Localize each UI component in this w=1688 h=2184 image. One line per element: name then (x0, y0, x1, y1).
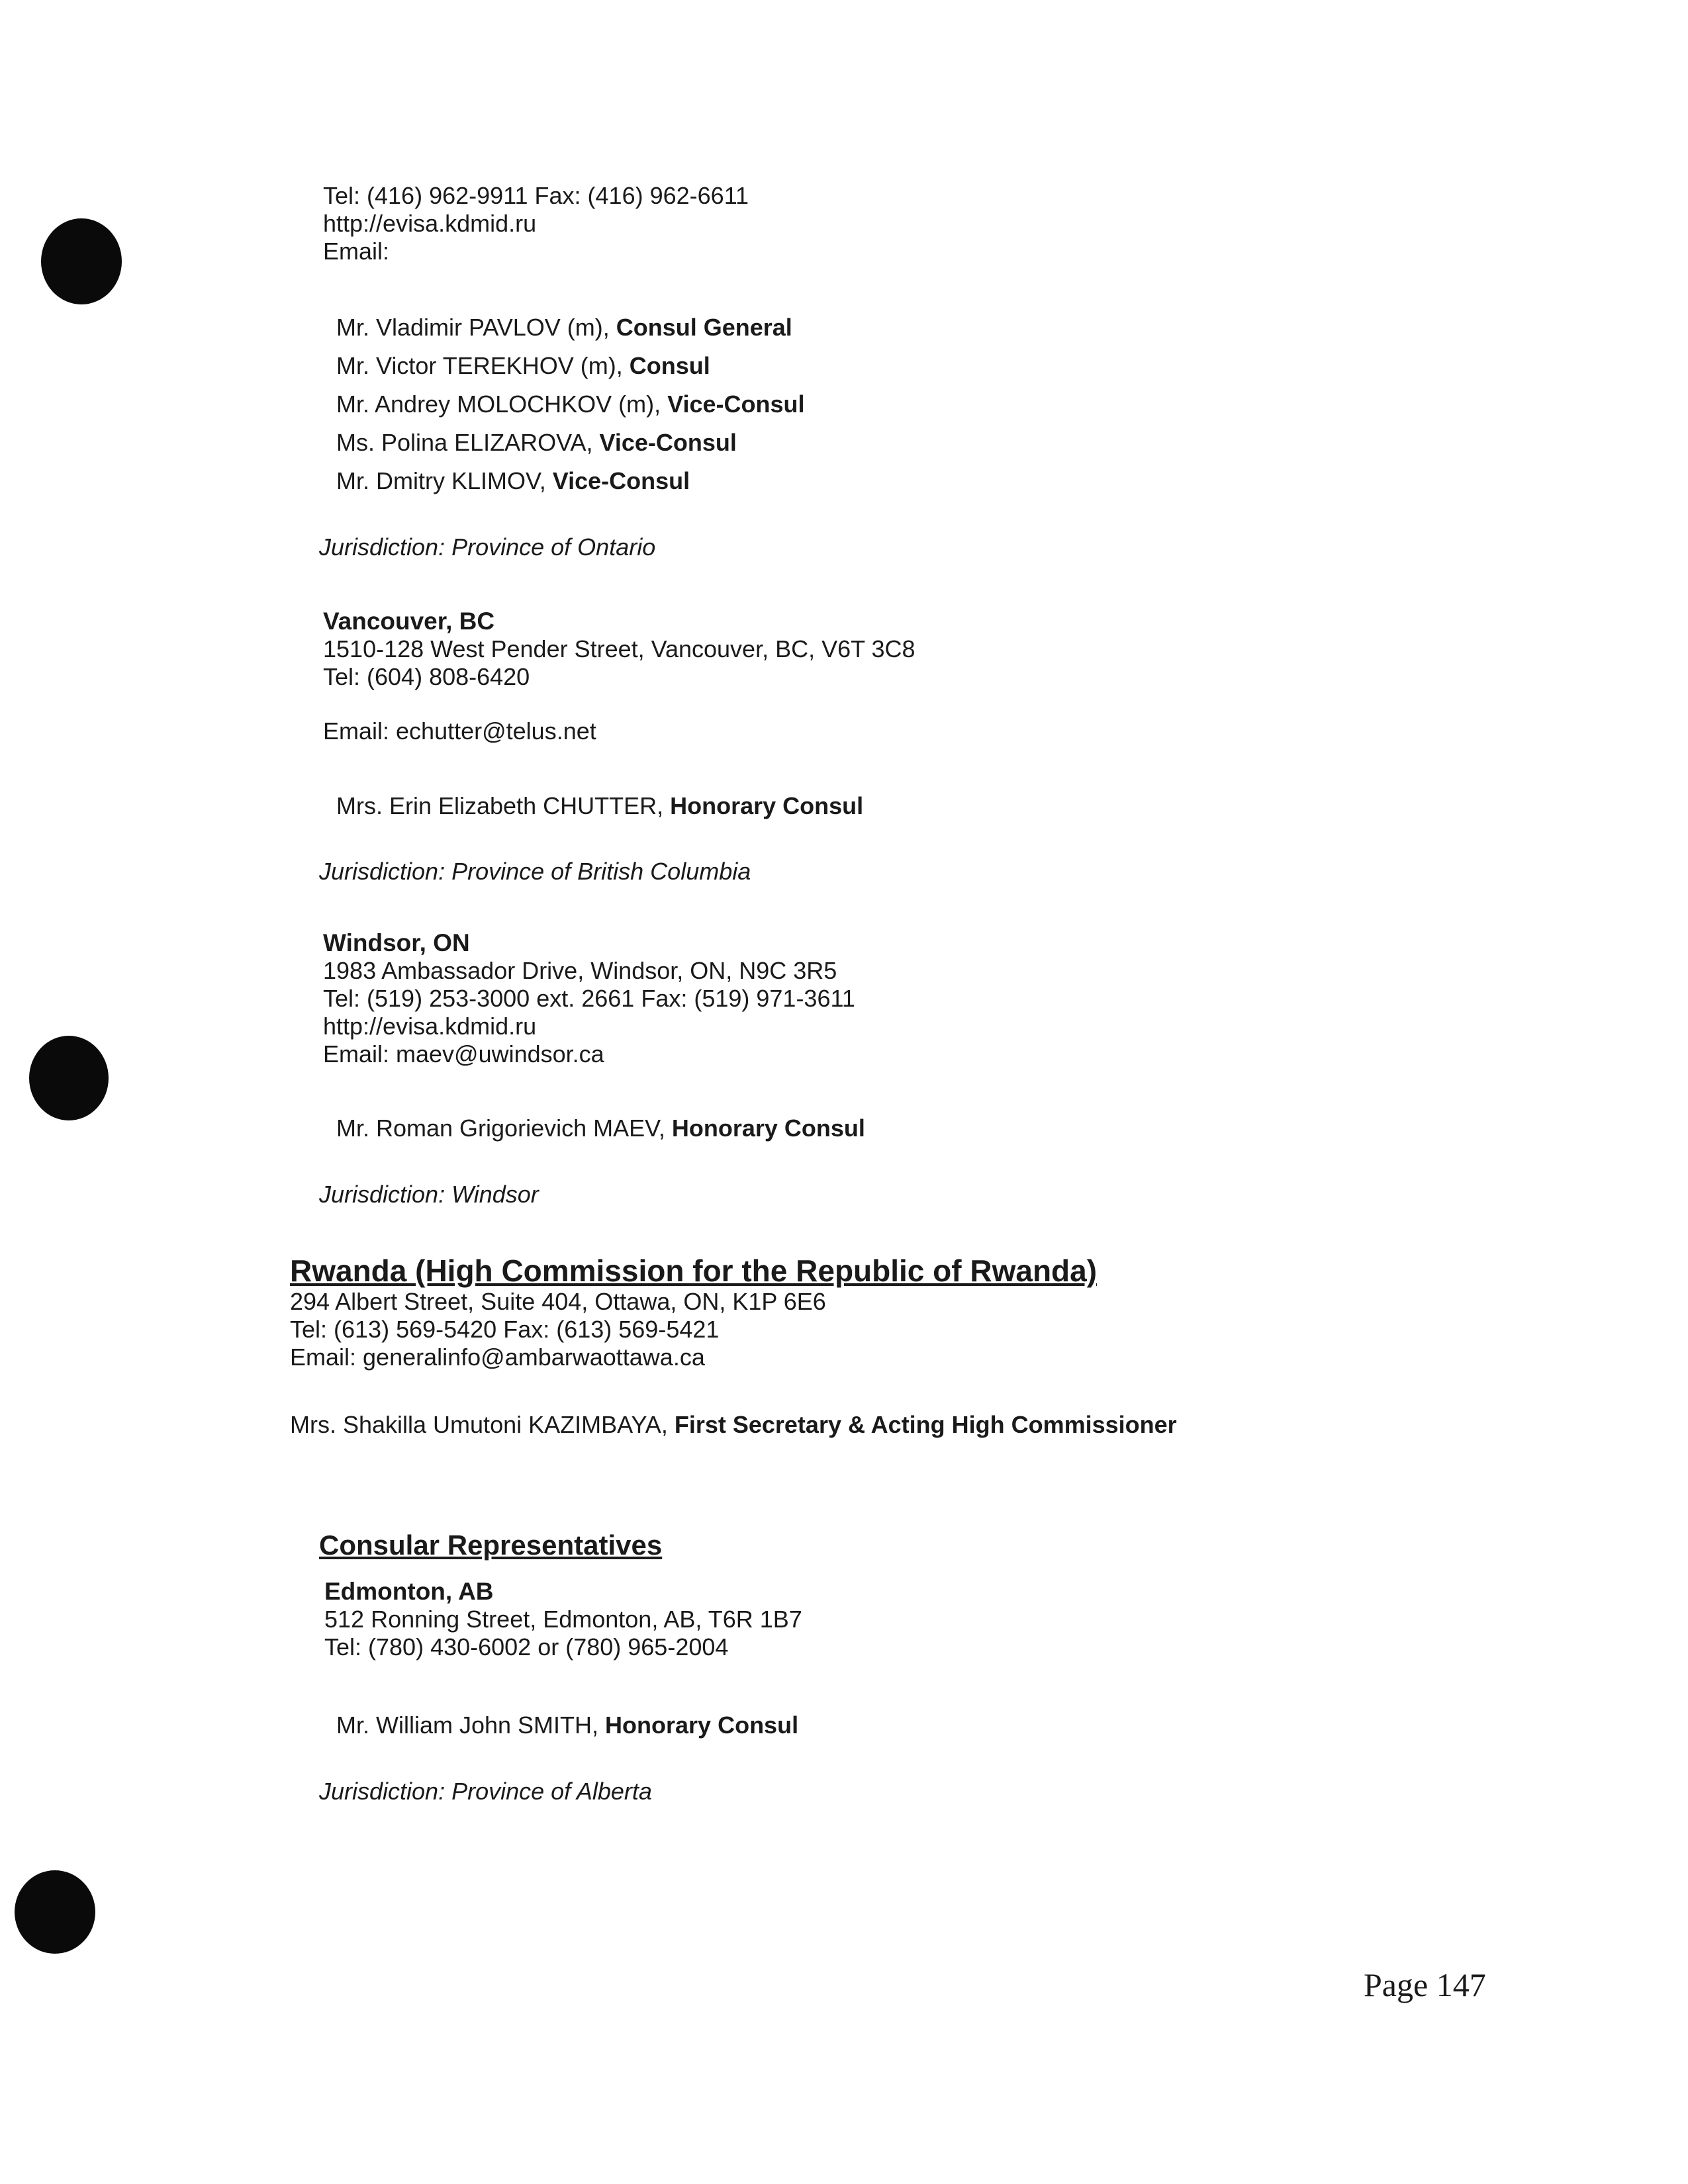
official-row (336, 462, 804, 500)
official-row (290, 1406, 1177, 1444)
official-row (336, 308, 804, 347)
address: 294 Albert Street, Suite 404, Ottawa, ON, K1P 6E6 (290, 1288, 826, 1315)
jurisdiction-bc: Jurisdiction: Province of British Columbia (319, 858, 751, 885)
official-name: Mr. Dmitry KLIMOV, (336, 467, 553, 494)
official-name: Mr. Victor TEREKHOV (m), (336, 352, 630, 379)
website: http://evisa.kdmid.ru (323, 1013, 537, 1040)
official-title: Consul (629, 352, 710, 379)
official-name: Mr. Vladimir PAVLOV (m), (336, 314, 616, 341)
official-name: Mrs. Shakilla Umutoni KAZIMBAYA, (290, 1411, 675, 1438)
city-heading: Windsor, ON (323, 929, 470, 956)
official-title: Honorary Consul (671, 1115, 865, 1142)
phone-fax: Tel: (613) 569-5420 Fax: (613) 569-5421 (290, 1316, 720, 1343)
official-title: Vice-Consul (552, 467, 690, 494)
official-row (336, 347, 804, 385)
official-title: First Secretary & Acting High Commissioner (674, 1411, 1177, 1438)
city-heading: Edmonton, AB (324, 1578, 494, 1605)
official-name: Mr. William John SMITH, (336, 1711, 606, 1739)
email: Email: generalinfo@ambarwaottawa.ca (290, 1343, 705, 1371)
rwanda-high-commission (290, 1253, 1097, 1371)
official-title: Honorary Consul (605, 1711, 799, 1739)
jurisdiction-alberta: Jurisdiction: Province of Alberta (319, 1778, 652, 1805)
punch-hole-bottom (15, 1870, 95, 1954)
city-heading: Vancouver, BC (323, 608, 495, 635)
consulate-toronto-officials (336, 308, 804, 500)
consulate-windsor (323, 929, 855, 1068)
phone-fax: Tel: (416) 962-9911 Fax: (416) 962-6611 (323, 182, 749, 209)
official-row (336, 787, 863, 825)
website: http://evisa.kdmid.ru (323, 210, 537, 237)
official-title: Vice-Consul (599, 429, 737, 456)
email: Email: echutter@telus.net (323, 717, 596, 745)
consulate-toronto-contact (323, 182, 749, 265)
consulate-vancouver (323, 608, 915, 745)
official-row (336, 424, 804, 462)
official-name: Mr. Roman Grigorievich MAEV, (336, 1115, 672, 1142)
address: 512 Ronning Street, Edmonton, AB, T6R 1B7 (324, 1606, 802, 1633)
official-name: Mr. Andrey MOLOCHKOV (m), (336, 390, 668, 418)
consulate-edmonton (324, 1578, 802, 1661)
phone: Tel: (604) 808-6420 (323, 663, 530, 690)
page-number: Page 147 (1364, 1966, 1486, 2003)
phone: Tel: (780) 430-6002 or (780) 965-2004 (324, 1633, 729, 1661)
official-row (336, 1109, 865, 1148)
official-name: Mrs. Erin Elizabeth CHUTTER, (336, 792, 671, 819)
email: Email: (323, 238, 390, 265)
email: Email: maev@uwindsor.ca (323, 1040, 604, 1068)
official-title: Consul General (616, 314, 792, 341)
consular-representatives-heading: Consular Representatives (319, 1529, 663, 1561)
jurisdiction-windsor: Jurisdiction: Windsor (319, 1181, 539, 1208)
official-name: Ms. Polina ELIZAROVA, (336, 429, 600, 456)
jurisdiction-ontario: Jurisdiction: Province of Ontario (319, 533, 656, 561)
official-title: Honorary Consul (670, 792, 864, 819)
official-row (336, 1706, 798, 1745)
official-title: Vice-Consul (667, 390, 805, 418)
country-heading: Rwanda (High Commission for the Republic of Rwanda) (290, 1253, 1098, 1288)
address: 1510-128 West Pender Street, Vancouver, BC, V6T 3C8 (323, 635, 915, 662)
address: 1983 Ambassador Drive, Windsor, ON, N9C 3R5 (323, 957, 837, 984)
punch-hole-middle (29, 1036, 109, 1120)
official-row (336, 385, 804, 424)
phone-fax: Tel: (519) 253-3000 ext. 2661 Fax: (519) 971-3611 (323, 985, 855, 1012)
punch-hole-top (41, 218, 122, 304)
